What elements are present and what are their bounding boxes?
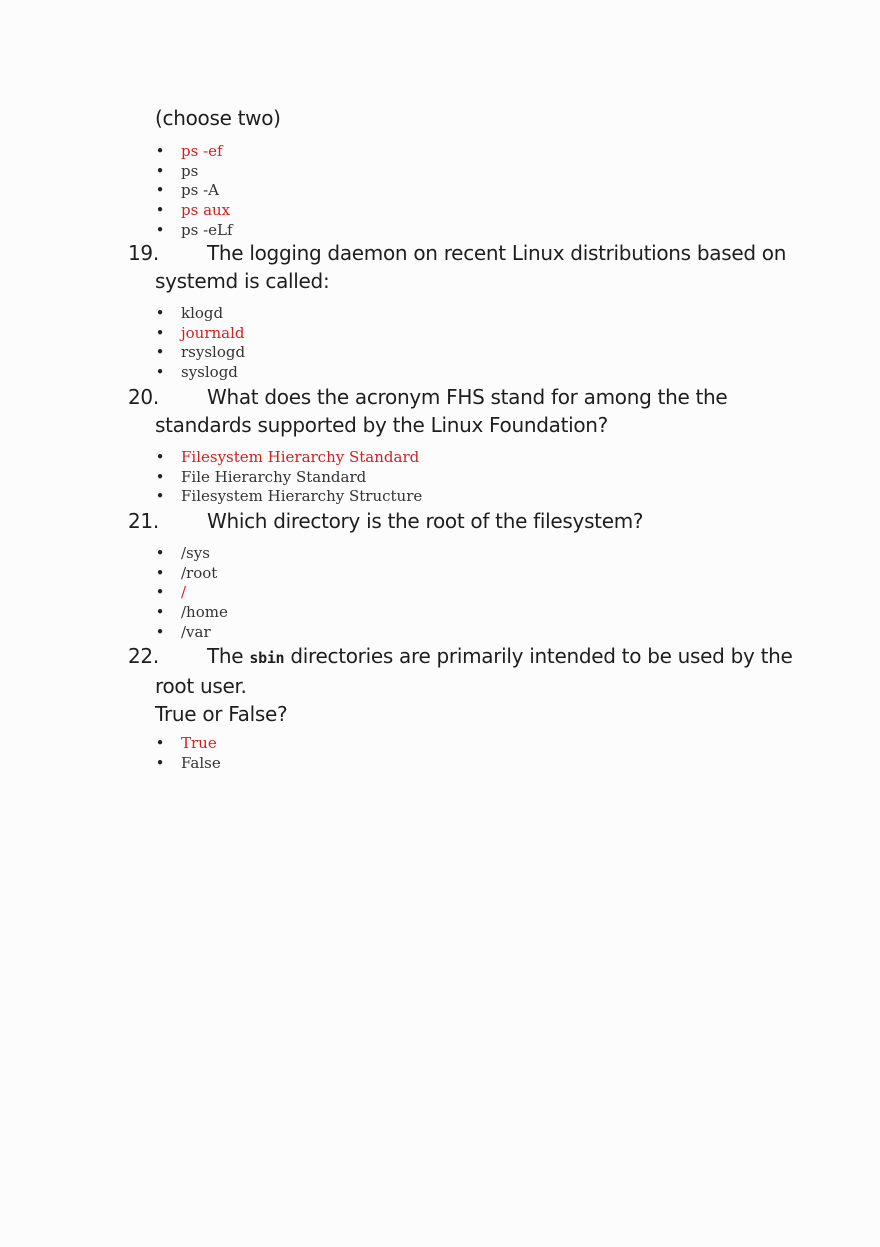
bullet-icon: • <box>155 161 165 180</box>
bullet-icon: • <box>155 323 165 342</box>
answer-option <box>155 448 422 468</box>
option-text: /var <box>181 622 211 641</box>
bullet-icon: • <box>155 142 165 160</box>
option-text: /home <box>181 603 228 622</box>
question-number: 19. <box>128 241 159 265</box>
bullet-icon: • <box>155 544 165 562</box>
bullet-icon: • <box>155 304 165 322</box>
question-text: standards supported by the Linux Foundation? <box>155 413 609 437</box>
answer-option <box>155 162 233 182</box>
question-number: 22. <box>128 644 159 668</box>
answer-option <box>155 343 245 363</box>
option-text: Filesystem Hierarchy Structure <box>181 487 423 506</box>
answer-option <box>155 304 245 324</box>
option-text: ps -ef <box>181 142 223 160</box>
choose-two-text: (choose two) <box>155 106 281 130</box>
bullet-icon: • <box>155 487 165 506</box>
bullet-icon: • <box>155 467 165 486</box>
inline-code: sbin <box>249 649 285 667</box>
option-text: ps <box>181 161 199 180</box>
option-text: rsyslogd <box>181 343 246 362</box>
bullet-icon: • <box>155 753 165 772</box>
question-text-part: The <box>207 644 250 668</box>
answer-list-22 <box>155 734 221 773</box>
option-text: syslogd <box>181 363 238 382</box>
answer-list-19 <box>155 304 245 383</box>
bullet-icon: • <box>155 734 165 752</box>
option-text: /root <box>181 563 218 582</box>
option-text: File Hierarchy Standard <box>181 467 367 486</box>
bullet-icon: • <box>155 343 165 362</box>
answer-option <box>155 221 233 241</box>
option-text: ps -A <box>181 181 219 200</box>
answer-option <box>155 181 233 201</box>
answer-option <box>155 324 245 344</box>
option-text: False <box>181 753 221 772</box>
bullet-icon: • <box>155 220 165 239</box>
bullet-icon: • <box>155 603 165 622</box>
answer-option <box>155 201 233 221</box>
option-text: Filesystem Hierarchy Standard <box>181 448 420 466</box>
bullet-icon: • <box>155 448 165 466</box>
bullet-icon: • <box>155 622 165 641</box>
option-text: / <box>181 583 187 602</box>
option-text: ps aux <box>181 201 231 220</box>
answer-option <box>155 544 228 564</box>
option-text: True <box>181 734 217 752</box>
answer-option <box>155 468 422 488</box>
question-number: 20. <box>128 385 159 409</box>
answer-list-20 <box>155 448 422 507</box>
bullet-icon: • <box>155 363 165 382</box>
answer-option <box>155 487 422 507</box>
answer-option <box>155 734 221 754</box>
answer-list-18 <box>155 142 233 241</box>
answer-option <box>155 583 228 603</box>
question-text-part: directories are primarily intended to be used by the <box>284 644 793 668</box>
bullet-icon: • <box>155 201 165 220</box>
bullet-icon: • <box>155 181 165 200</box>
answer-list-21 <box>155 544 228 643</box>
question-text <box>155 642 805 672</box>
question-text: Which directory is the root of the filesystem? <box>207 509 644 533</box>
answer-option <box>155 142 233 162</box>
question-number: 21. <box>128 509 159 533</box>
bullet-icon: • <box>155 563 165 582</box>
answer-option <box>155 603 228 623</box>
answer-option <box>155 754 221 774</box>
question-text: The logging daemon on recent Linux distributions based on <box>207 241 787 265</box>
option-text: journald <box>181 323 245 342</box>
question-text: root user. <box>155 674 247 698</box>
question-text: What does the acronym FHS stand for among the the <box>207 385 728 409</box>
question-text: systemd is called: <box>155 269 330 293</box>
answer-option <box>155 564 228 584</box>
option-text: /sys <box>181 544 210 562</box>
bullet-icon: • <box>155 583 165 602</box>
answer-option <box>155 623 228 643</box>
option-text: ps -eLf <box>181 220 233 239</box>
question-text: True or False? <box>155 702 288 726</box>
answer-option <box>155 363 245 383</box>
option-text: klogd <box>181 304 224 322</box>
